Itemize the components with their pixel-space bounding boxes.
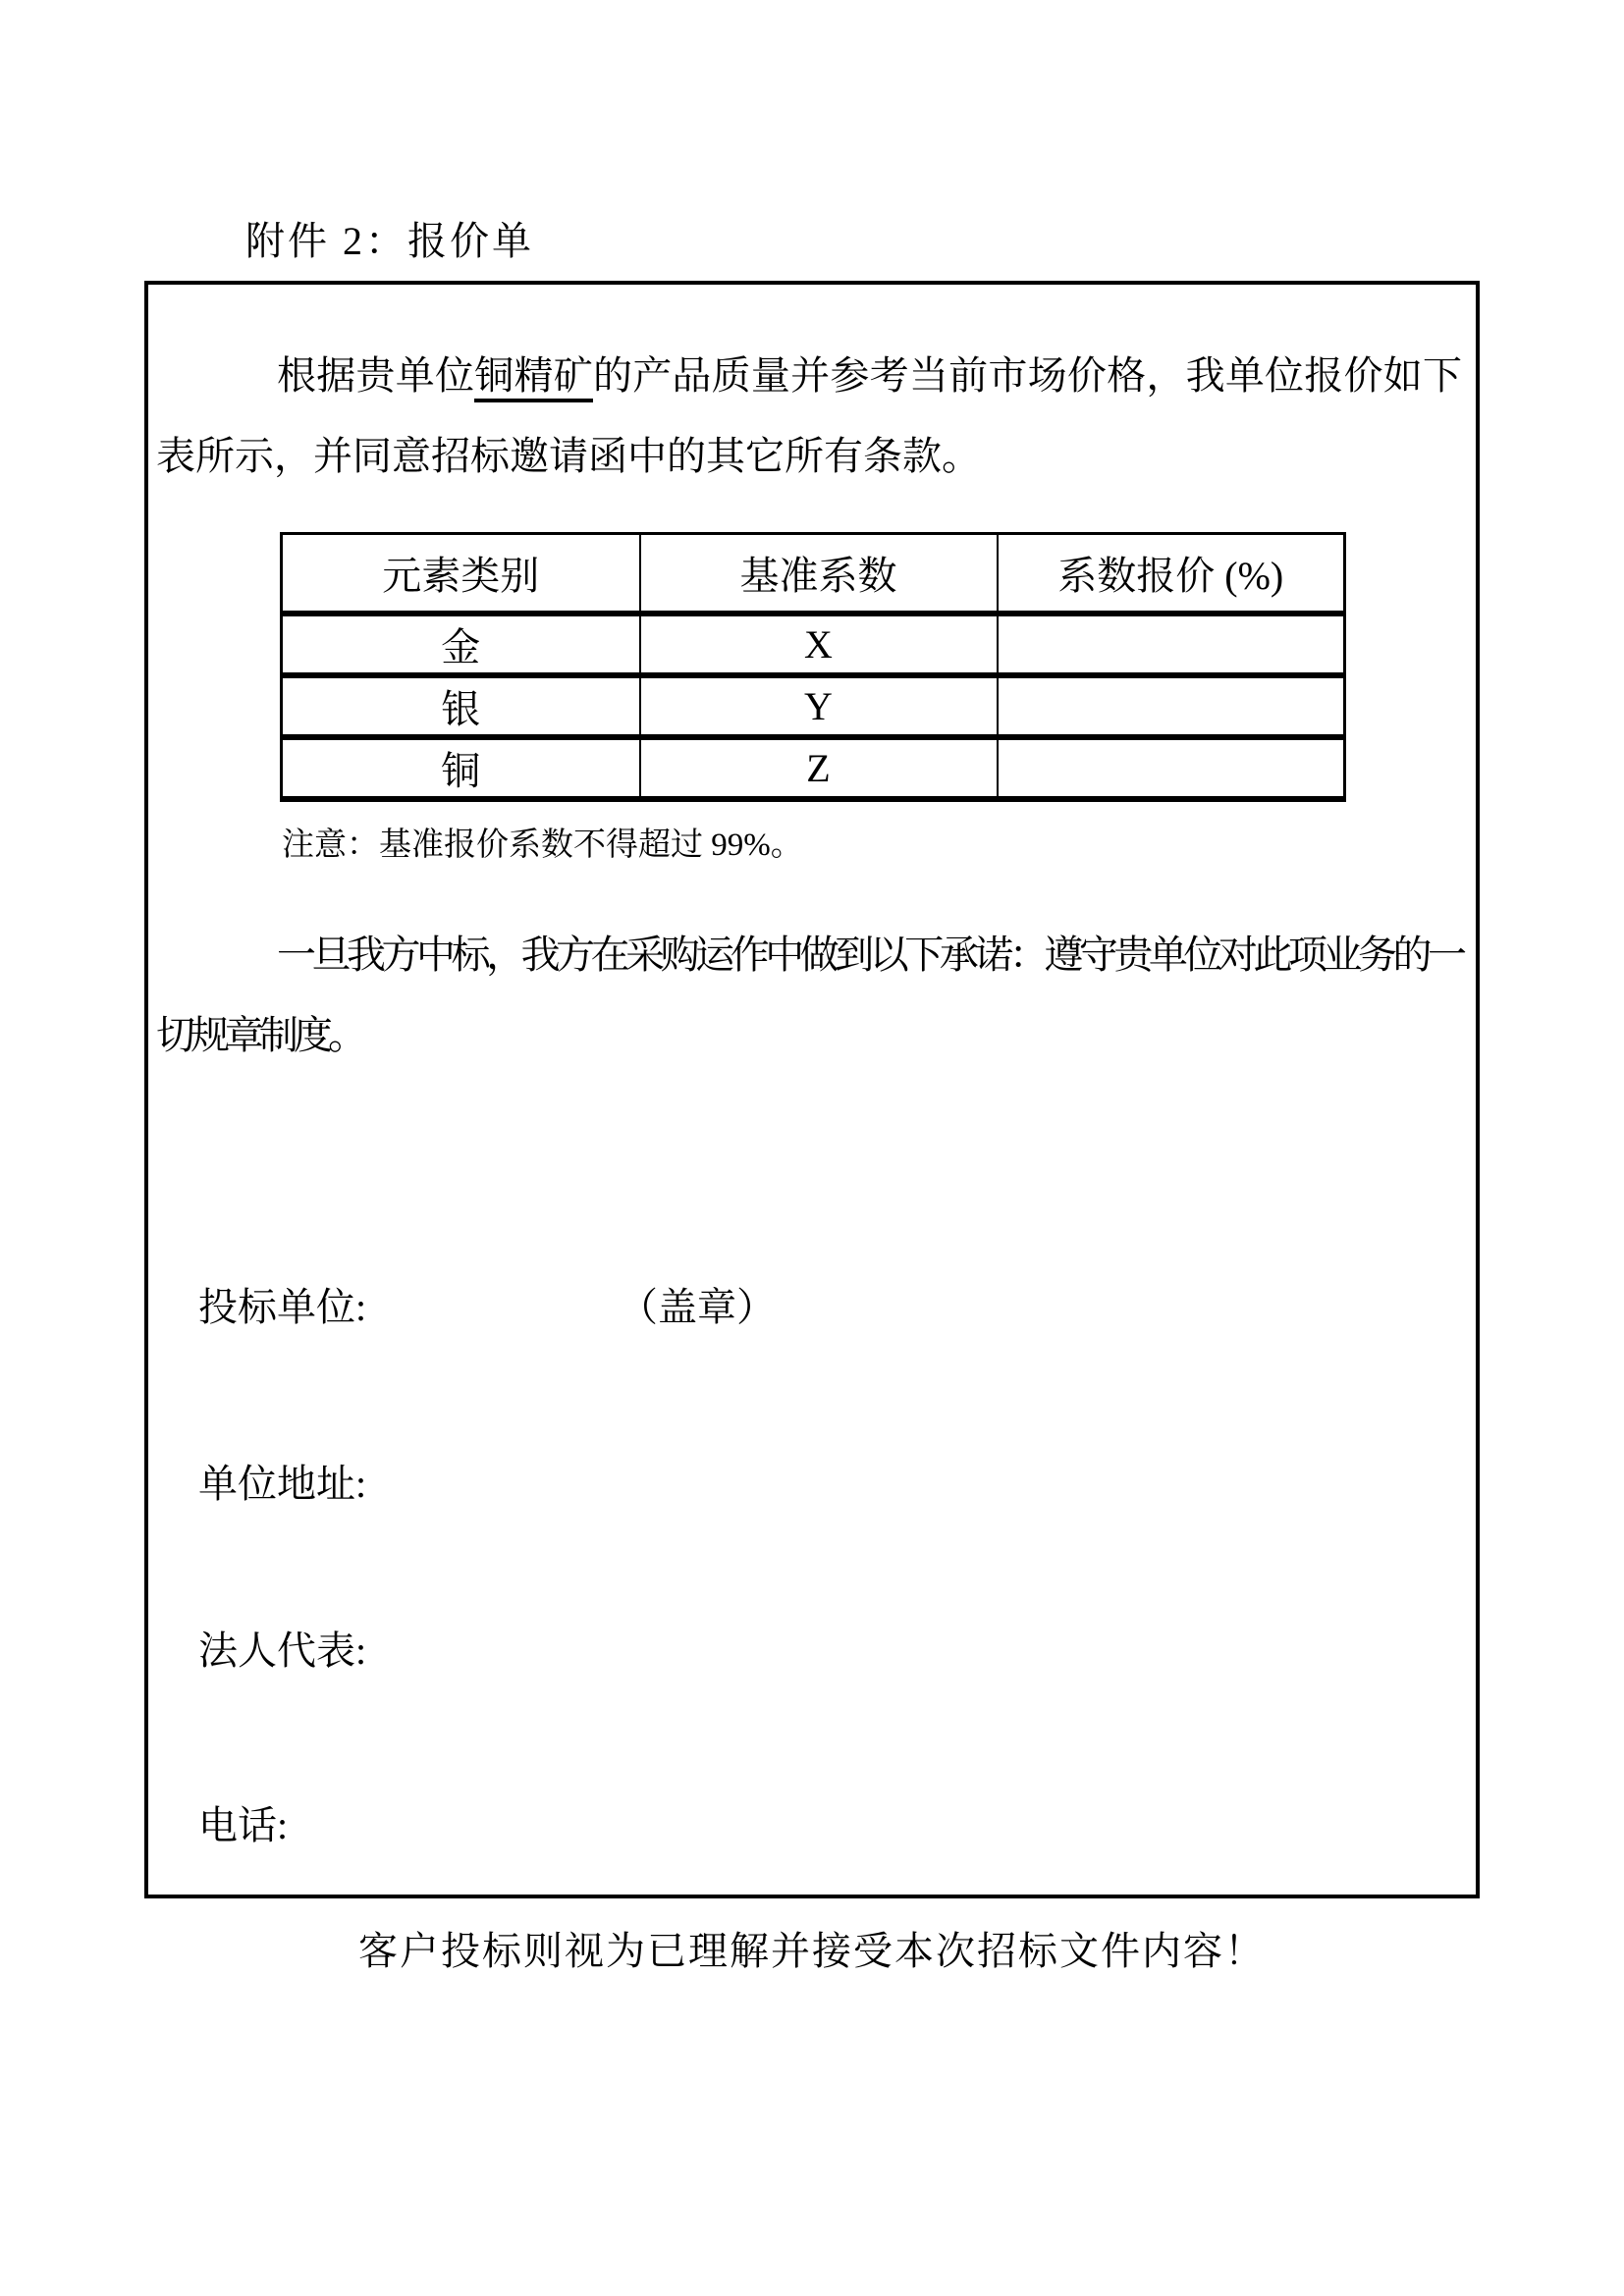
table-row-copper — [282, 737, 1345, 799]
element-cell: 金 — [282, 614, 640, 675]
coefficient-cell: X — [640, 614, 998, 675]
attachment-title: 附件 2：报价单 — [245, 219, 534, 263]
seal-label: （盖章） — [619, 1285, 776, 1329]
footer-note: 客户投标则视为已理解并接受本次招标文件内容！ — [358, 1929, 1266, 1973]
quotation-box — [144, 281, 1480, 1898]
header-element-category: 元素类别 — [282, 534, 640, 614]
coefficient-cell: Y — [640, 675, 998, 737]
quotation-table — [280, 532, 1346, 802]
bidder-label: 投标单位: — [198, 1285, 367, 1329]
quote-cell — [998, 675, 1345, 737]
element-cell: 铜 — [282, 737, 640, 799]
table-row-gold — [282, 614, 1345, 675]
table-header-row — [282, 534, 1345, 614]
intro-prefix: 根据贵单位 — [277, 353, 475, 398]
header-base-coefficient: 基准系数 — [640, 534, 998, 614]
commitment-paragraph: 一旦我方中标，我方在采购运作中做到以下承诺：遵守贵单位对此项业务的一切规章制度。 — [156, 933, 1462, 1057]
header-coefficient-quote: 系数报价 (%) — [998, 534, 1345, 614]
phone-label: 电话: — [198, 1803, 289, 1847]
underlined-term: 铜精矿 — [474, 353, 593, 402]
table-row-silver — [282, 675, 1345, 737]
element-cell: 银 — [282, 675, 640, 737]
table-note: 注意：基准报价系数不得超过 99%。 — [282, 828, 803, 863]
bidder-row — [198, 1284, 1082, 1331]
quote-cell — [998, 614, 1345, 675]
legal-rep-label: 法人代表: — [198, 1629, 367, 1673]
address-label: 单位地址: — [198, 1462, 367, 1506]
intro-paragraph — [156, 336, 1462, 497]
quote-cell — [998, 737, 1345, 799]
coefficient-cell: Z — [640, 737, 998, 799]
intro-suffix: 的产品质量并参考当前市场价格，我单位报价如下表所示，并同意招标邀请函中的其它所有条款。 — [156, 353, 1463, 478]
